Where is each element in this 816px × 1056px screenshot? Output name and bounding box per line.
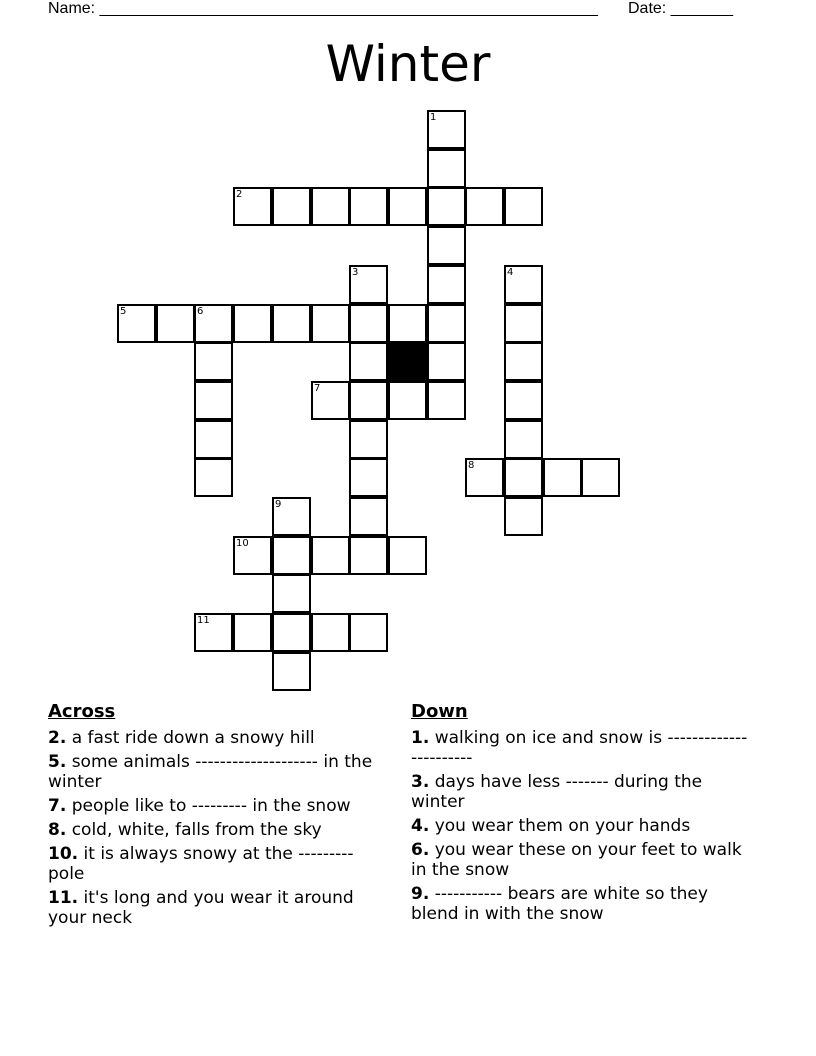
grid-cell[interactable] — [427, 110, 466, 149]
clue-number: 1. — [411, 728, 430, 748]
grid-cell[interactable] — [427, 342, 466, 381]
grid-cell[interactable] — [194, 420, 233, 459]
clue-number: 4 — [507, 267, 514, 278]
clue-number: 4. — [411, 816, 430, 836]
grid-cell[interactable] — [272, 304, 311, 343]
clue-number: 11 — [197, 615, 210, 626]
grid-cell[interactable] — [349, 536, 388, 575]
clue-number: 10. — [48, 844, 79, 864]
clue — [48, 796, 388, 816]
clue-text: ----------- bears are white so they blend in with the snow — [411, 884, 708, 924]
clue-number: 6 — [197, 306, 204, 317]
name-field: Name: ________________________________________________________ — [48, 0, 598, 17]
puzzle-title: Winter — [325, 35, 491, 93]
clue-number: 11. — [48, 888, 79, 908]
grid-cell[interactable] — [349, 381, 388, 420]
grid-cell[interactable] — [349, 458, 388, 497]
grid-cell[interactable] — [349, 187, 388, 226]
grid-cell[interactable] — [504, 304, 543, 343]
grid-cell[interactable] — [349, 497, 388, 536]
clue-text: you wear these on your feet to walk in the snow — [411, 840, 742, 880]
clue-text: it's long and you wear it around your neck — [48, 888, 354, 928]
grid-cell[interactable] — [272, 574, 311, 613]
clue-text: people like to --------- in the snow — [66, 796, 351, 816]
clue — [48, 752, 388, 792]
clue-number: 6. — [411, 840, 430, 860]
grid-cell[interactable] — [311, 536, 350, 575]
clue-number: 1 — [430, 112, 437, 123]
grid-cell[interactable] — [388, 304, 427, 343]
grid-cell[interactable] — [581, 458, 620, 497]
grid-cell[interactable] — [504, 265, 543, 304]
clue-text: you wear them on your hands — [429, 816, 691, 836]
clue-text: it is always snowy at the --------- pole — [48, 844, 354, 884]
grid-cell[interactable] — [388, 381, 427, 420]
black-cell — [388, 342, 427, 381]
grid-cell[interactable] — [504, 497, 543, 536]
grid-cell[interactable] — [233, 187, 272, 226]
clue-text: some animals -------------------- in the winter — [48, 752, 373, 792]
grid-cell[interactable] — [349, 420, 388, 459]
across-heading: Across — [48, 701, 116, 722]
down-clues — [411, 702, 751, 928]
clue — [48, 820, 388, 840]
grid-cell[interactable] — [349, 342, 388, 381]
clue-number: 2. — [48, 728, 67, 748]
grid-cell[interactable] — [427, 187, 466, 226]
clue — [411, 816, 751, 836]
grid-cell[interactable] — [504, 342, 543, 381]
grid-cell[interactable] — [311, 381, 350, 420]
grid-cell[interactable] — [543, 458, 582, 497]
clue-number: 3. — [411, 772, 430, 792]
date-field: Date: _______ — [628, 0, 733, 17]
clue-number: 7. — [48, 796, 67, 816]
grid-cell[interactable] — [272, 187, 311, 226]
clue-number: 9 — [275, 499, 282, 510]
grid-cell[interactable] — [194, 458, 233, 497]
grid-cell[interactable] — [388, 536, 427, 575]
clue — [48, 888, 388, 928]
clue-number: 2 — [236, 189, 243, 200]
grid-cell[interactable] — [194, 304, 233, 343]
grid-cell[interactable] — [427, 265, 466, 304]
clue — [411, 728, 751, 768]
grid-cell[interactable] — [465, 458, 504, 497]
clue-number: 10 — [236, 538, 249, 549]
clue-number: 7 — [314, 383, 321, 394]
grid-cell[interactable] — [233, 613, 272, 652]
grid-cell[interactable] — [272, 536, 311, 575]
clue-number: 8. — [48, 820, 67, 840]
clue-number: 5. — [48, 752, 67, 772]
grid-cell[interactable] — [465, 187, 504, 226]
grid-cell[interactable] — [427, 226, 466, 265]
clue-number: 9. — [411, 884, 430, 904]
grid-cell[interactable] — [427, 149, 466, 188]
grid-cell[interactable] — [156, 304, 195, 343]
across-clues — [48, 702, 388, 932]
grid-cell[interactable] — [194, 613, 233, 652]
grid-cell[interactable] — [272, 613, 311, 652]
clue-text: days have less ------- during the winter — [411, 772, 703, 812]
grid-cell[interactable] — [311, 613, 350, 652]
grid-cell[interactable] — [427, 381, 466, 420]
grid-cell[interactable] — [349, 613, 388, 652]
grid-cell[interactable] — [233, 536, 272, 575]
grid-cell[interactable] — [272, 652, 311, 691]
across-clue-list — [48, 728, 388, 928]
grid-cell[interactable] — [272, 497, 311, 536]
grid-cell[interactable] — [504, 381, 543, 420]
clue-number: 5 — [120, 306, 127, 317]
grid-cell[interactable] — [504, 420, 543, 459]
clue-number: 8 — [468, 460, 475, 471]
grid-cell[interactable] — [427, 304, 466, 343]
clue — [411, 772, 751, 812]
clue-number: 3 — [352, 267, 359, 278]
down-heading: Down — [411, 701, 468, 722]
clue-text: cold, white, falls from the sky — [66, 820, 322, 840]
grid-cell[interactable] — [233, 304, 272, 343]
grid-cell[interactable] — [311, 187, 350, 226]
grid-cell[interactable] — [311, 304, 350, 343]
grid-cell[interactable] — [117, 304, 156, 343]
grid-cell[interactable] — [349, 304, 388, 343]
down-clue-list — [411, 728, 751, 924]
grid-cell[interactable] — [504, 458, 543, 497]
clue-text: walking on ice and snow is ----------------------- — [411, 728, 748, 768]
grid-cell[interactable] — [504, 187, 543, 226]
clue — [411, 840, 751, 880]
grid-cell[interactable] — [194, 342, 233, 381]
clue-text: a fast ride down a snowy hill — [66, 728, 315, 748]
clue — [48, 844, 388, 884]
grid-cell[interactable] — [349, 265, 388, 304]
grid-cell[interactable] — [388, 187, 427, 226]
clue — [48, 728, 388, 748]
clue — [411, 884, 751, 924]
grid-cell[interactable] — [194, 381, 233, 420]
